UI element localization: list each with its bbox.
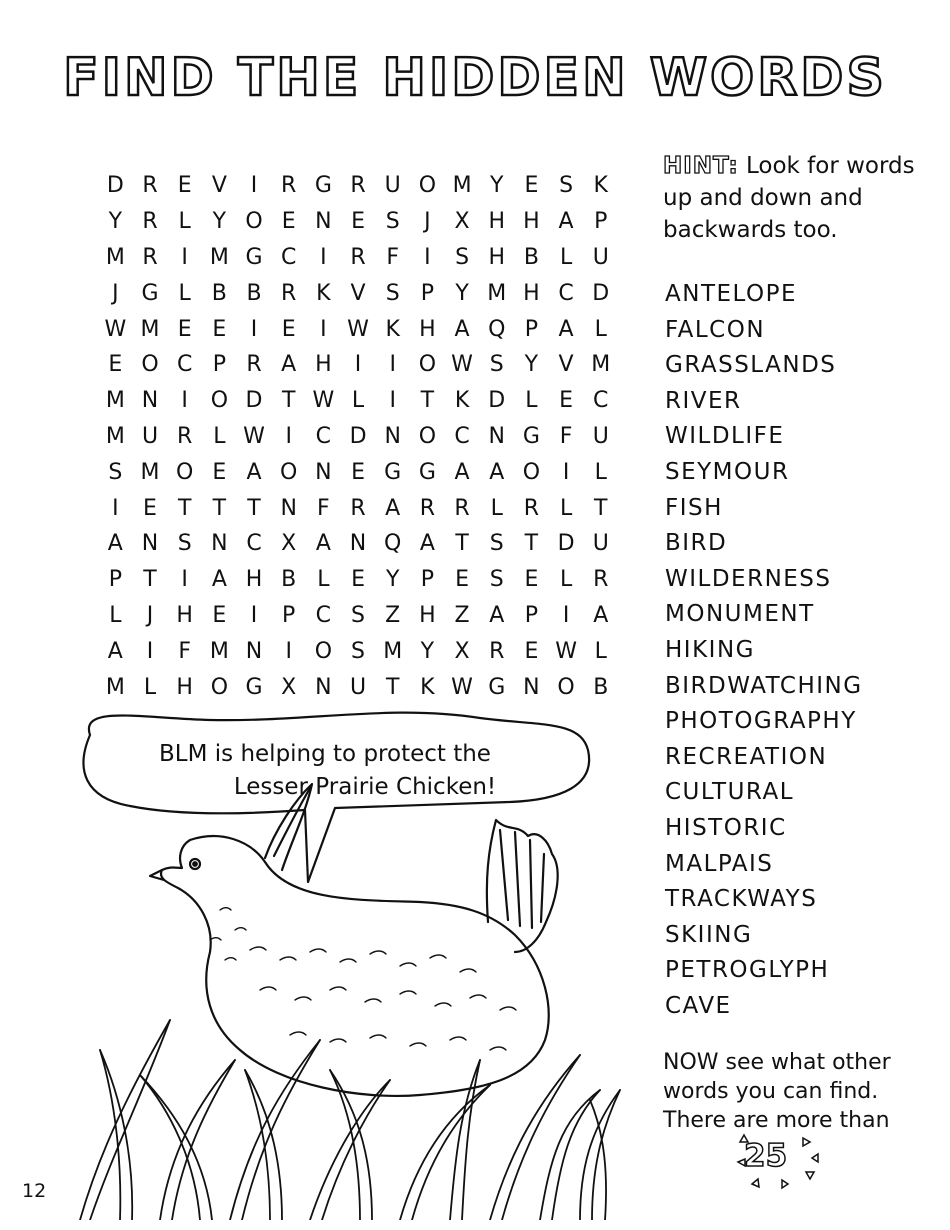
word-list-item: HIKING: [665, 636, 755, 663]
grid-letter: L: [213, 423, 226, 449]
grid-letter: B: [593, 674, 609, 700]
grid-row: [98, 240, 618, 276]
grid-letter: C: [454, 423, 470, 449]
grid-letter: M: [140, 316, 160, 342]
page-title: FIND THE HIDDEN WORDS: [63, 48, 887, 108]
word-list-item: GRASSLANDS: [665, 352, 837, 379]
grid-letter: A: [489, 602, 505, 628]
grid-letter: I: [250, 602, 258, 628]
grid-letter: N: [488, 423, 505, 449]
word-count: 25: [744, 1138, 788, 1174]
grid-letter: Y: [385, 567, 400, 593]
grid-letter: Q: [488, 316, 506, 342]
grid-letter: R: [523, 495, 540, 521]
grid-letter: R: [246, 352, 262, 378]
grid-letter: Q: [384, 531, 402, 557]
grid-letter: O: [418, 352, 437, 378]
grid-letter: E: [455, 567, 469, 593]
grid-letter: A: [593, 602, 609, 628]
grid-letter: H: [315, 352, 332, 378]
grid-letter: X: [454, 638, 470, 664]
grid-letter: I: [181, 388, 188, 414]
grid-letter: I: [320, 316, 327, 342]
grid-letter: V: [211, 173, 227, 199]
grid-letter: G: [314, 173, 332, 199]
word-list-item: FALCON: [665, 316, 766, 343]
grid-letter: R: [177, 423, 193, 449]
grid-letter: L: [525, 388, 538, 414]
grid-letter: R: [281, 173, 297, 199]
grid-letter: S: [177, 531, 192, 557]
grid-letter: C: [315, 423, 332, 449]
grid-letter: R: [350, 244, 366, 270]
grid-row: [98, 311, 618, 347]
grid-letter: I: [354, 352, 362, 378]
grid-letter: T: [143, 567, 157, 593]
grid-letter: W: [347, 316, 369, 342]
grid-letter: G: [245, 674, 263, 700]
grid-letter: I: [181, 244, 188, 270]
grid-letter: S: [351, 602, 366, 628]
word-list-item: SKIING: [665, 921, 753, 948]
word-list-item: BIRD: [665, 530, 728, 557]
grid-letter: R: [419, 495, 436, 521]
grid-letter: W: [451, 352, 473, 378]
speech-line-1: BLM is helping to protect the: [159, 741, 491, 767]
grid-letter: L: [143, 674, 157, 700]
grid-letter: W: [104, 316, 127, 342]
grid-letter: Y: [455, 280, 469, 306]
grid-letter: U: [141, 423, 159, 449]
grid-letter: B: [246, 280, 262, 306]
grid-letter: S: [489, 531, 504, 557]
grid-letter: I: [562, 459, 570, 485]
grid-letter: L: [317, 567, 330, 593]
grid-letter: O: [557, 674, 575, 700]
grid-letter: A: [454, 459, 470, 485]
grid-letter: G: [384, 459, 402, 485]
grid-letter: A: [558, 209, 574, 235]
grid-letter: S: [455, 244, 470, 270]
grid-letter: M: [209, 244, 229, 270]
grid-letter: T: [594, 495, 608, 521]
grid-letter: H: [176, 602, 193, 628]
grid-letter: E: [212, 316, 227, 342]
grid-letter: H: [419, 602, 436, 628]
grid-letter: M: [105, 244, 125, 270]
grid-letter: S: [489, 567, 504, 593]
grid-letter: M: [487, 280, 507, 306]
grid-letter: P: [108, 567, 122, 593]
grid-letter: N: [349, 531, 367, 557]
grid-row: [98, 168, 618, 204]
grid-letter: I: [146, 638, 154, 664]
grid-letter: C: [315, 602, 332, 628]
grid-letter: Y: [524, 352, 539, 378]
grid-letter: L: [594, 459, 607, 485]
grid-letter: E: [524, 173, 539, 199]
grid-letter: B: [523, 244, 539, 270]
grid-letter: K: [316, 280, 331, 306]
grid-letter: H: [419, 316, 436, 342]
grid-row: [98, 204, 618, 240]
grid-letter: S: [351, 638, 366, 664]
grid-letter: E: [281, 316, 296, 342]
grid-letter: E: [351, 567, 365, 593]
grid-letter: M: [383, 638, 403, 664]
grid-letter: L: [559, 244, 573, 270]
grid-letter: V: [558, 352, 574, 378]
grid-row: [98, 419, 618, 455]
grid-letter: M: [452, 173, 472, 199]
grid-letter: G: [488, 674, 506, 700]
grid-row: [98, 633, 618, 669]
grid-letter: I: [562, 602, 570, 628]
grid-letter: I: [285, 423, 292, 449]
grid-letter: A: [454, 316, 470, 342]
grid-letter: O: [418, 423, 437, 449]
word-list-item: HISTORIC: [665, 814, 787, 841]
grid-letter: I: [389, 388, 396, 414]
word-list-item: ANTELOPE: [665, 281, 798, 307]
grid-letter: E: [108, 352, 123, 378]
grid-letter: P: [524, 316, 539, 342]
grid-letter: W: [555, 638, 577, 664]
grid-letter: C: [246, 531, 262, 557]
grid-letter: X: [281, 674, 297, 700]
grid-letter: S: [559, 173, 574, 199]
grid-letter: Y: [108, 209, 123, 235]
grid-letter: R: [350, 495, 366, 521]
grid-letter: I: [285, 638, 292, 664]
grid-row: [98, 562, 618, 598]
grid-letter: E: [143, 495, 157, 521]
grid-letter: A: [419, 531, 435, 557]
grid-letter: E: [177, 173, 192, 199]
grid-row: [98, 275, 618, 311]
grid-letter: S: [385, 280, 400, 306]
grid-letter: P: [420, 567, 435, 593]
grid-row: [98, 383, 618, 419]
grid-letter: E: [212, 602, 227, 628]
grid-letter: V: [350, 280, 366, 306]
speech-line-2: Lesser Prairie Chicken!: [233, 774, 497, 800]
hint-block: [663, 150, 933, 246]
grid-letter: C: [558, 280, 574, 306]
grid-letter: B: [211, 280, 227, 306]
grid-letter: D: [106, 173, 124, 199]
grid-letter: C: [593, 388, 609, 414]
grid-letter: W: [312, 388, 335, 414]
grid-letter: H: [523, 280, 540, 306]
page-number: 12: [22, 1180, 47, 1202]
grid-letter: O: [176, 459, 194, 485]
grid-letter: L: [559, 495, 573, 521]
grid-letter: H: [245, 567, 263, 593]
grid-letter: X: [281, 531, 297, 557]
grid-letter: O: [522, 459, 541, 485]
grid-letter: U: [592, 531, 609, 557]
grid-letter: E: [524, 567, 539, 593]
grid-letter: K: [385, 316, 400, 342]
word-list-item: WILDERNESS: [665, 565, 832, 592]
grid-letter: W: [451, 674, 473, 700]
grid-letter: X: [454, 209, 470, 235]
grid-row: [98, 454, 618, 490]
grid-letter: A: [211, 567, 227, 593]
grid-letter: O: [210, 388, 229, 414]
grid-letter: G: [245, 244, 263, 270]
grid-letter: U: [592, 244, 609, 270]
grid-letter: D: [488, 388, 506, 414]
grid-row: [98, 490, 618, 526]
grid-letter: T: [177, 495, 192, 521]
grid-letter: H: [523, 209, 540, 235]
grid-letter: S: [489, 352, 504, 378]
grid-letter: R: [489, 638, 505, 664]
grid-letter: M: [105, 423, 125, 449]
grid-letter: P: [212, 352, 226, 378]
grid-letter: U: [384, 173, 401, 199]
word-list-item: RIVER: [665, 387, 742, 414]
grid-letter: O: [314, 638, 333, 664]
grid-letter: A: [281, 352, 297, 378]
chicken-tail: [487, 820, 558, 952]
grid-letter: J: [112, 280, 119, 306]
grid-letter: C: [281, 244, 297, 270]
grid-letter: R: [350, 173, 366, 199]
grid-letter: F: [317, 495, 330, 521]
grid-letter: L: [109, 602, 122, 628]
chicken-body: [161, 836, 549, 1096]
grid-letter: G: [418, 459, 436, 485]
grid-letter: O: [141, 352, 159, 378]
grid-letter: E: [524, 638, 539, 664]
grid-letter: I: [389, 352, 396, 378]
grid-letter: N: [384, 423, 401, 449]
grid-letter: J: [424, 209, 431, 235]
grid-letter: I: [320, 244, 327, 270]
word-list-item: PHOTOGRAPHY: [665, 708, 857, 735]
grid-letter: T: [281, 388, 296, 414]
grid-letter: L: [351, 388, 365, 414]
grid-letter: I: [250, 316, 258, 342]
grid-letter: H: [176, 674, 193, 700]
grid-letter: U: [592, 423, 609, 449]
word-list-item: MALPAIS: [665, 850, 774, 877]
grid-letter: A: [385, 495, 401, 521]
grid-letter: A: [489, 459, 505, 485]
grid-letter: W: [243, 423, 265, 449]
grid-letter: O: [210, 674, 229, 700]
grid-letter: L: [178, 280, 191, 306]
grid-letter: L: [178, 209, 191, 235]
word-list-item: WILDLIFE: [665, 423, 785, 450]
grid-letter: I: [250, 173, 258, 199]
grid-letter: N: [315, 459, 332, 485]
grid-letter: Z: [454, 602, 470, 628]
grid-letter: G: [141, 280, 159, 306]
grid-letter: N: [141, 531, 159, 557]
grid-letter: N: [315, 674, 332, 700]
grid-letter: F: [178, 638, 191, 664]
grid-letter: N: [280, 495, 297, 521]
word-list: [665, 277, 863, 1024]
grid-letter: M: [105, 674, 125, 700]
grid-letter: T: [212, 495, 227, 521]
now-text: NOW see what other words you can find. There are more than: [663, 1050, 891, 1133]
grid-row: [98, 598, 618, 634]
grid-letter: H: [488, 244, 505, 270]
grid-letter: M: [140, 459, 160, 485]
grid-letter: U: [349, 674, 367, 700]
grid-letter: E: [281, 209, 296, 235]
grid-letter: F: [386, 244, 400, 270]
grid-letter: R: [454, 495, 470, 521]
grid-letter: N: [245, 638, 263, 664]
grid-letter: D: [349, 423, 367, 449]
grid-letter: M: [591, 352, 611, 378]
grid-letter: L: [594, 316, 607, 342]
grid-letter: D: [557, 531, 575, 557]
grid-letter: T: [524, 531, 539, 557]
grid-letter: L: [559, 567, 573, 593]
grid-letter: N: [315, 209, 332, 235]
grid-letter: O: [418, 173, 437, 199]
grid-letter: H: [488, 209, 505, 235]
grid-letter: A: [246, 459, 262, 485]
word-list-item: SEYMOUR: [665, 458, 790, 485]
grid-letter: P: [594, 209, 608, 235]
word-list-item: PETROGLYPH: [665, 957, 830, 984]
word-search-grid: [98, 168, 618, 705]
word-list-item: MONUMENT: [665, 601, 815, 628]
grid-letter: Y: [212, 209, 227, 235]
grid-letter: L: [490, 495, 503, 521]
grid-letter: S: [108, 459, 123, 485]
word-list-item: CAVE: [665, 992, 732, 1019]
grid-letter: P: [524, 602, 539, 628]
grid-letter: P: [420, 280, 435, 306]
grid-letter: N: [523, 674, 540, 700]
grid-letter: D: [592, 280, 610, 306]
grid-letter: E: [351, 209, 365, 235]
grid-letter: B: [281, 567, 297, 593]
grid-letter: R: [142, 209, 158, 235]
grid-letter: E: [177, 316, 192, 342]
grid-letter: C: [176, 352, 193, 378]
grid-letter: L: [594, 638, 607, 664]
speech-bubble-text: [95, 738, 555, 804]
grid-letter: J: [146, 602, 154, 628]
word-list-item: FISH: [665, 494, 723, 521]
grid-letter: I: [112, 495, 119, 521]
grid-row: [98, 526, 618, 562]
grid-letter: F: [559, 423, 573, 449]
grid-letter: K: [420, 674, 435, 700]
grid-letter: O: [280, 459, 298, 485]
grid-letter: Y: [420, 638, 435, 664]
grid-letter: E: [351, 459, 365, 485]
word-list-item: RECREATION: [665, 743, 828, 770]
hint-text: Look for words up and down and backwards too.: [663, 153, 915, 243]
grid-letter: M: [105, 388, 125, 414]
grid-letter: O: [245, 209, 263, 235]
grid-letter: T: [420, 388, 435, 414]
grid-letter: P: [282, 602, 296, 628]
grid-row: [98, 347, 618, 383]
grid-letter: R: [593, 567, 609, 593]
grid-letter: R: [142, 244, 158, 270]
word-list-item: CULTURAL: [665, 779, 795, 806]
grid-letter: D: [245, 388, 263, 414]
word-list-item: TRACKWAYS: [665, 886, 818, 913]
grid-letter: I: [181, 567, 188, 593]
grid-letter: S: [385, 209, 400, 235]
grid-letter: K: [454, 388, 470, 414]
grid-letter: N: [211, 531, 228, 557]
grid-letter: T: [385, 674, 400, 700]
grid-letter: A: [315, 531, 331, 557]
grid-letter: I: [424, 244, 431, 270]
hint-label: HINT:: [663, 153, 739, 179]
word-list-item: BIRDWATCHING: [665, 672, 863, 699]
grid-letter: N: [141, 388, 159, 414]
grid-letter: R: [142, 173, 158, 199]
grid-letter: Z: [385, 602, 401, 628]
grid-letter: R: [281, 280, 297, 306]
grid-letter: K: [593, 173, 608, 199]
grid-letter: E: [559, 388, 574, 414]
grid-letter: A: [107, 638, 123, 664]
grid-letter: E: [212, 459, 227, 485]
grid-letter: T: [455, 531, 469, 557]
grid-letter: T: [247, 495, 261, 521]
grid-letter: A: [558, 316, 574, 342]
grid-letter: M: [209, 638, 229, 664]
grid-letter: A: [107, 531, 123, 557]
grid-letter: Y: [490, 173, 504, 199]
grid-letter: G: [522, 423, 540, 449]
